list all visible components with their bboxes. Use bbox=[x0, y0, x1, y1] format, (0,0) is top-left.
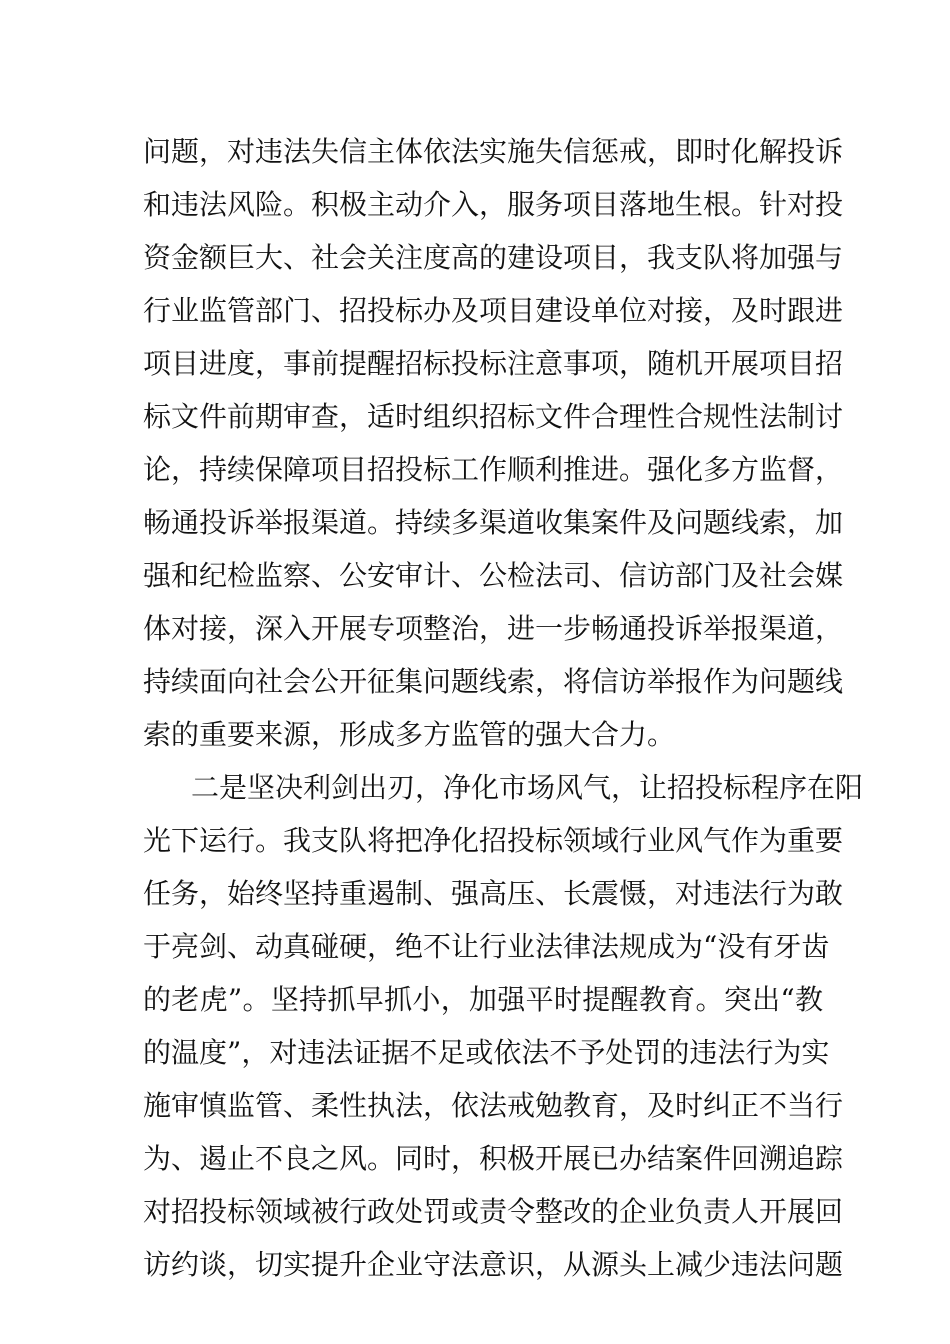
text-line: 问题，对违法失信主体依法实施失信惩戒，即时化解投诉 bbox=[143, 135, 844, 168]
body-text bbox=[143, 125, 864, 1291]
text-line: 的温度”，对违法证据不足或依法不予处罚的违法行为实 bbox=[143, 1036, 830, 1069]
text-line: 索的重要来源，形成多方监管的强大合力。 bbox=[143, 718, 676, 751]
text-line: 访约谈，切实提升企业守法意识，从源头上减少违法问题 bbox=[143, 1248, 844, 1281]
text-line: 为、遏止不良之风。同时，积极开展已办结案件回溯追踪 bbox=[143, 1142, 844, 1175]
text-line: 持续面向社会公开征集问题线索，将信访举报作为问题线 bbox=[143, 665, 844, 698]
text-line: 体对接，深入开展专项整治，进一步畅通投诉举报渠道， bbox=[143, 612, 844, 645]
text-line: 和违法风险。积极主动介入，服务项目落地生根。针对投 bbox=[143, 188, 844, 221]
text-line: 强和纪检监察、公安审计、公检法司、信访部门及社会媒 bbox=[143, 559, 844, 592]
text-line: 畅通投诉举报渠道。持续多渠道收集案件及问题线索，加 bbox=[143, 506, 844, 539]
text-line: 的老虎”。坚持抓早抓小，加强平时提醒教育。突出“教 bbox=[143, 983, 823, 1016]
text-line: 资金额巨大、社会关注度高的建设项目，我支队将加强与 bbox=[143, 241, 844, 274]
text-line: 于亮剑、动真碰硬，绝不让行业法律法规成为“没有牙齿 bbox=[143, 930, 830, 963]
text-line: 施审慎监管、柔性执法，依法戒勉教育，及时纠正不当行 bbox=[143, 1089, 844, 1122]
text-line: 论，持续保障项目招投标工作顺利推进。强化多方监督， bbox=[143, 453, 844, 486]
paragraph-start-line: 二是坚决利剑出刃，净化市场风气，让招投标程序在阳 bbox=[191, 771, 864, 804]
text-line: 光下运行。我支队将把净化招投标领域行业风气作为重要 bbox=[143, 824, 844, 857]
text-line: 任务，始终坚持重遏制、强高压、长震慑，对违法行为敢 bbox=[143, 877, 844, 910]
text-line: 项目进度，事前提醒招标投标注意事项，随机开展项目招 bbox=[143, 347, 844, 380]
text-line: 标文件前期审查，适时组织招标文件合理性合规性法制讨 bbox=[143, 400, 844, 433]
text-line: 对招投标领域被行政处罚或责令整改的企业负责人开展回 bbox=[143, 1195, 844, 1228]
text-line: 行业监管部门、招投标办及项目建设单位对接，及时跟进 bbox=[143, 294, 844, 327]
